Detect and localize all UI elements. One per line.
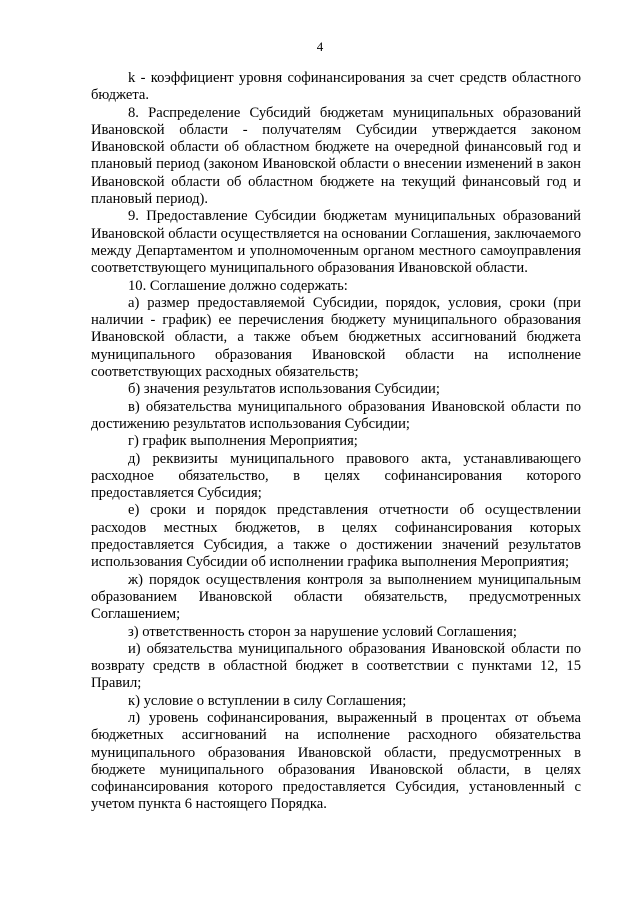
list-item-i: и) обязательства муниципального образования Ивановской области по возврату средств в областной бюджет в соответствии с пунктами 12, 15 Правил;	[91, 640, 581, 692]
paragraph-k-coefficient: k - коэффициент уровня софинансирования за счет средств областного бюджета.	[91, 70, 581, 104]
list-item-d: д) реквизиты муниципального правового акта, устанавливающего расходное обязательство, в целях софинансирования которого предоставляется Субсидия;	[91, 450, 581, 502]
list-item-g: г) график выполнения Мероприятия;	[128, 433, 358, 450]
list-item-b: б) значения результатов использования Субсидии;	[128, 381, 440, 398]
list-item-z: з) ответственность сторон за нарушение условий Соглашения;	[128, 623, 517, 640]
list-item-l: л) уровень софинансирования, выраженный в процентах от объема бюджетных ассигнований на исполнение расходного обязательства муниципального образования Ивановской области, предусмотренных в бюджете муниципального образования Ивановской области, в целях софинансирования которого предоставляется Субсидия, установленный с учетом пункта 6 настоящего Порядка.	[91, 709, 581, 813]
paragraph-8-subsidy-distribution: 8. Распределение Субсидий бюджетам муниципальных образований Ивановской области - получателям Субсидии утверждается законом Ивановской области об областном бюджете на очередной финансовый год и плановый период (законом Ивановской области о внесении изменений в закон Ивановской области об областном бюджете на текущий финансовый год и плановый период).	[91, 104, 581, 208]
list-item-k: к) условие о вступлении в силу Соглашения;	[128, 692, 407, 709]
list-item-zh: ж) порядок осуществления контроля за выполнением муниципальным образованием Ивановской области обязательств, предусмотренных Соглашением;	[91, 571, 581, 623]
paragraph-9-subsidy-provision: 9. Предоставление Субсидии бюджетам муниципальных образований Ивановской области осуществляется на основании Соглашения, заключаемого между Департаментом и уполномоченным органом местного самоуправления соответствующего муниципального образования Ивановской области.	[91, 208, 581, 277]
document-body	[91, 70, 581, 814]
list-item-v: в) обязательства муниципального образования Ивановской области по достижению результатов использования Субсидии;	[91, 398, 581, 432]
page-number: 4	[316, 39, 324, 54]
list-item-a: а) размер предоставляемой Субсидии, порядок, условия, сроки (при наличии - график) ее перечисления бюджету муниципального образования Ивановской области, а также объем бюджетных ассигнований бюджета муниципального образования Ивановской области на исполнение соответствующих расходных обязательств;	[91, 294, 581, 381]
list-item-e: е) сроки и порядок представления отчетности об осуществлении расходов местных бюджетов, в целях софинансирования которых предоставляется Субсидия, а также о достижении значений результатов использования Субсидии об исполнении графика выполнения Мероприятия;	[91, 502, 581, 571]
paragraph-10-agreement-contents: 10. Соглашение должно содержать:	[128, 277, 348, 294]
